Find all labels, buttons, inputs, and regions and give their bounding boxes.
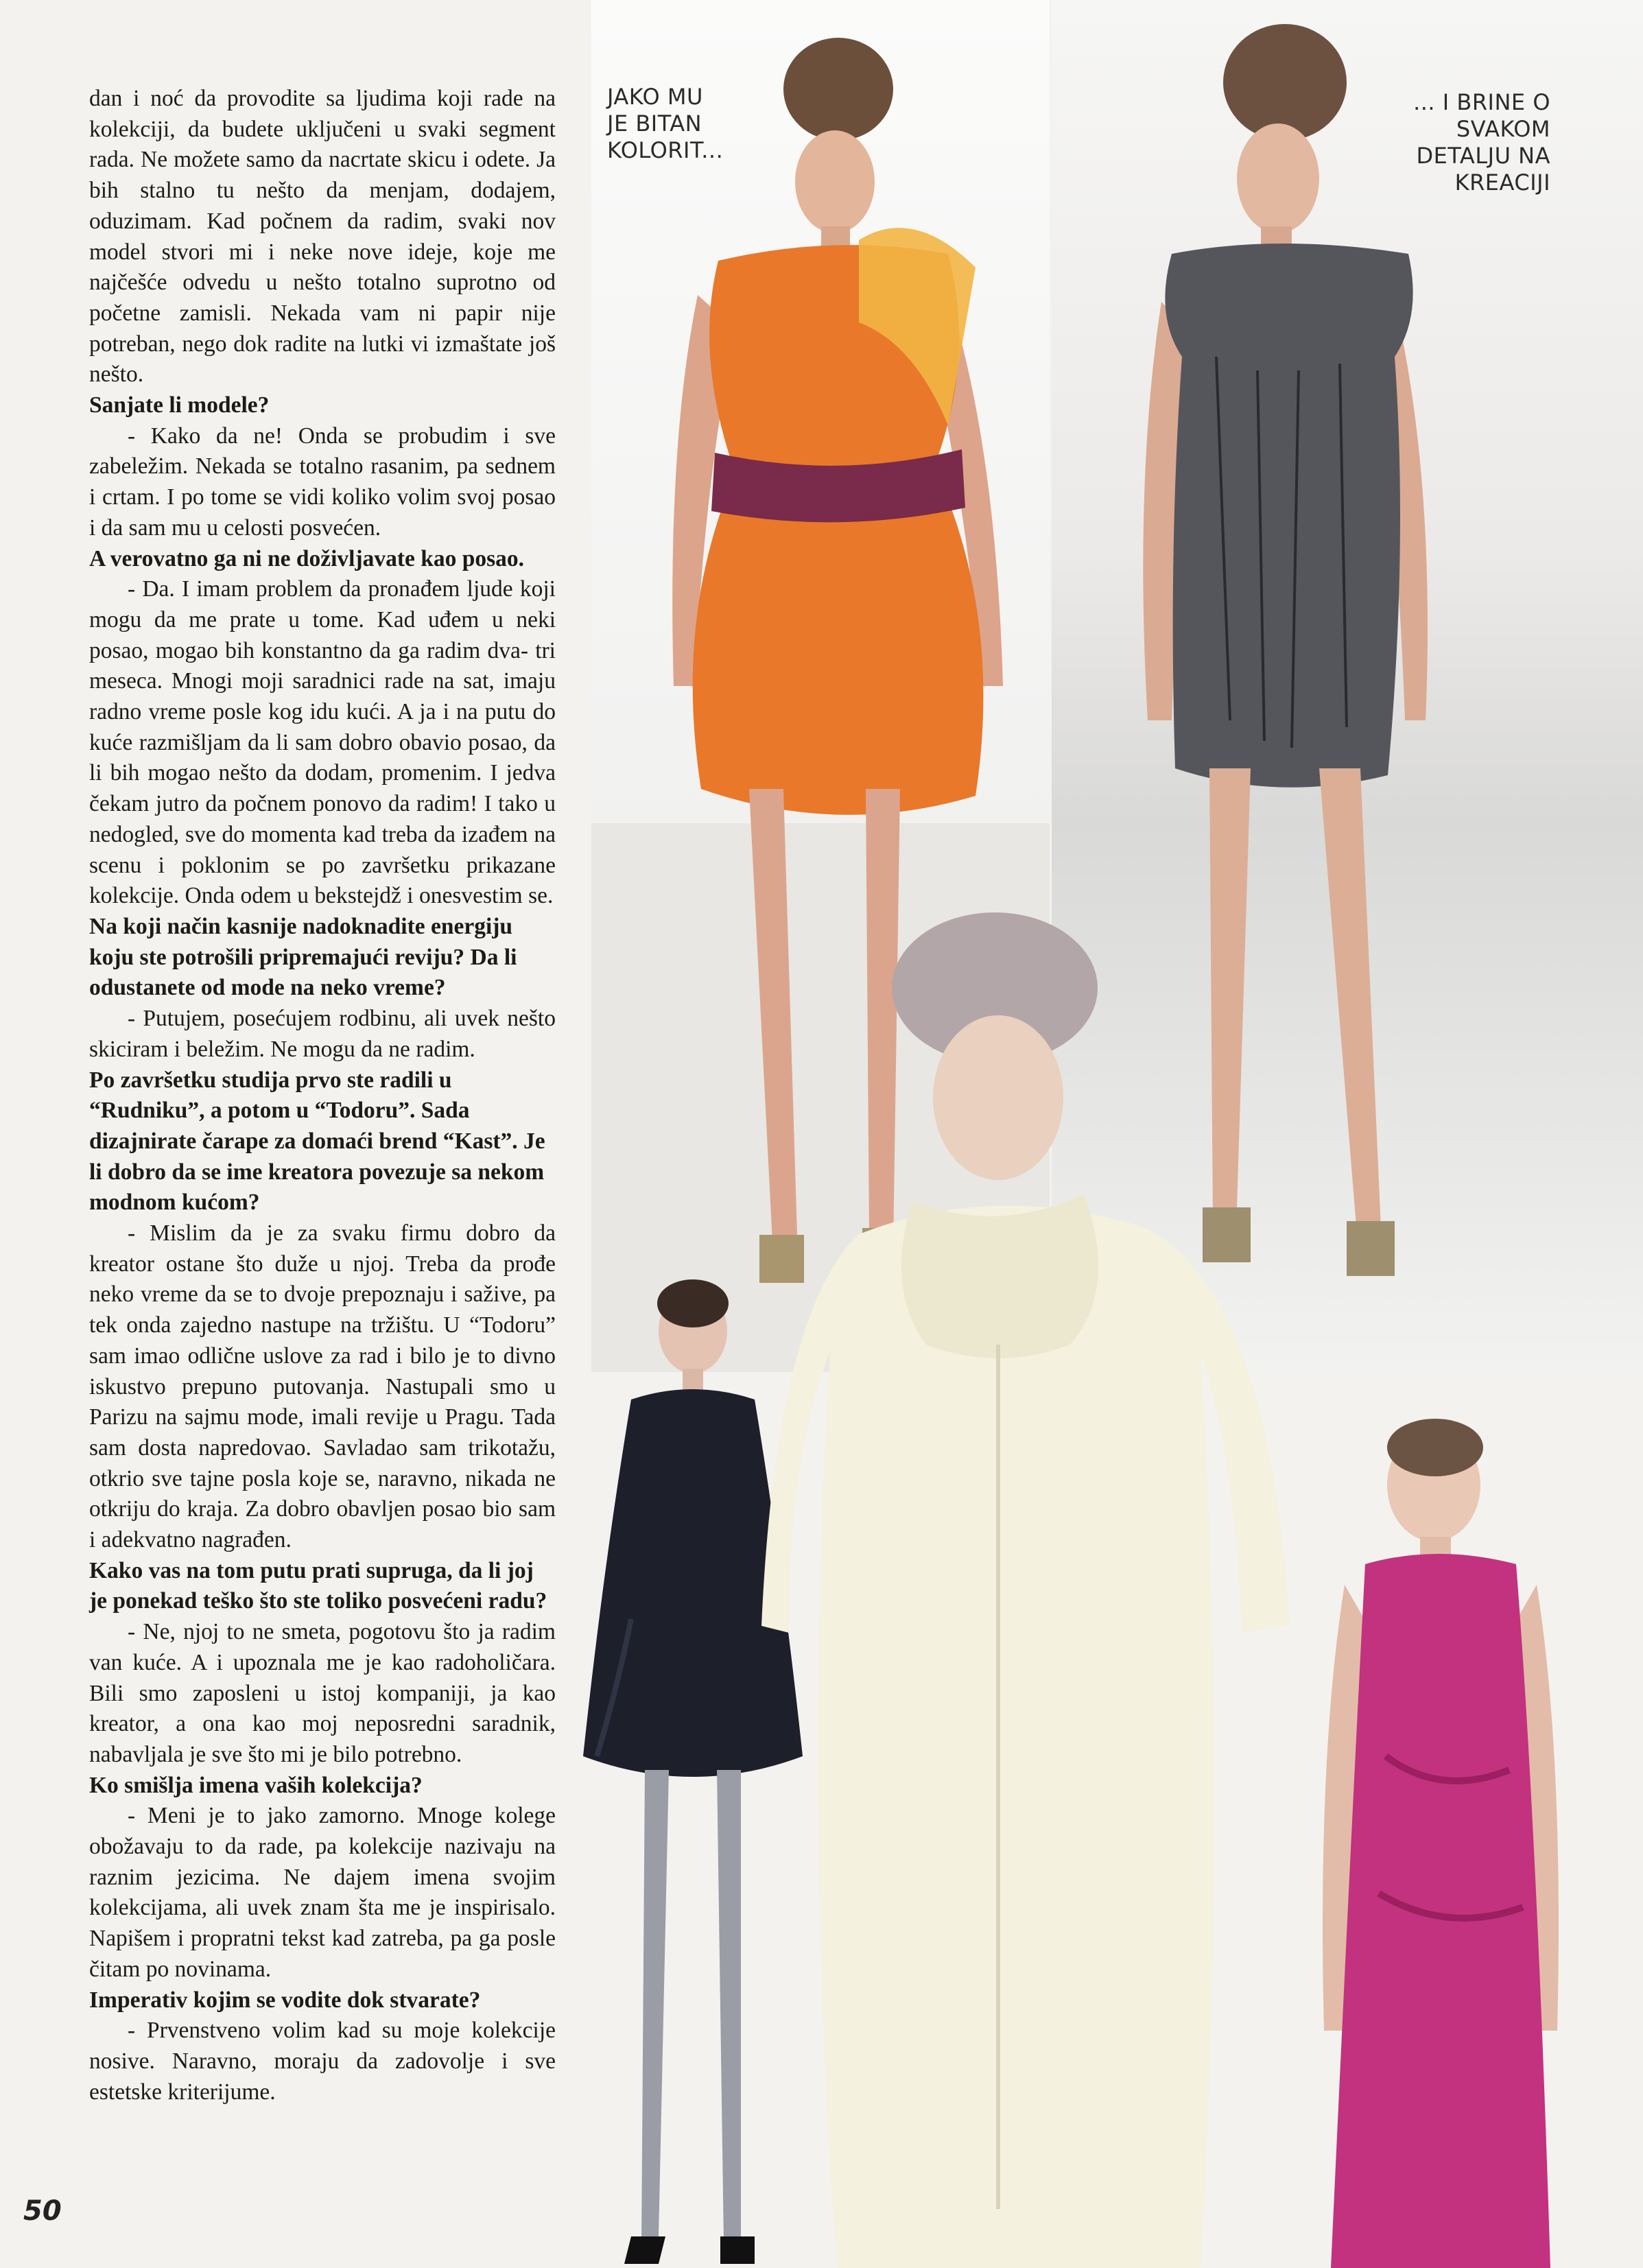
interview-question: Sanjate li modele?	[89, 392, 270, 418]
caption-line: ... I BRINE O	[1413, 89, 1550, 115]
interview-answer: - Prvenstveno volim kad su moje kolekcije nosive. Naravno, moraju da zadovolje i sve estetske kriterijume.	[89, 2018, 556, 2105]
photo-white-coat	[761, 906, 1297, 2268]
article-paragraph: dan i noć da provodite sa ljudima koji rade na kolekciji, da budete uključeni u svaki segment rada. Ne možete samo da nacrtate skicu i odete. Ja bih stalno tu nešto da menjam, dodajem, oduzimam. Kad počnem da radim, svaki nov model stvori mi i neke nove ideje, koje me najčešće odvedu u nešto totalno suprotno od početne zamisli. Nekada vam ni papir nije potreban, nego dok radite na lutki vi izmaštate još nešto.	[89, 86, 556, 388]
photo-magenta-dress	[1276, 1413, 1643, 2268]
interview-question: Po završetku studija prvo ste radili u “Rudniku”, a potom u “Todoru”. Sada dizajnirate čarape za domaći brend “Kast”. Je li dobro da se ime kreatora povezuje sa nekom modnom kućom?	[89, 1067, 545, 1216]
interview-article	[89, 84, 556, 2107]
interview-answer: - Da. I imam problem da pronađem ljude koji mogu da me prate u tome. Kad uđem u neki posao, mogao bih konstantno da ga radim dva- tri meseca. Mnogi moji saradnici rade na sat, imaju radno vreme posle kog idu kući. A ja i na putu do kuće razmišljam da li sam dobro obavio posao, da li bih mogao nešto da dodam, promenim. I jedva čekam jutro da počnem ponovo da radim! I tako u nedogled, sve do momenta kad treba da izađem na scenu i poklonim se po završetku prikazane kolekcije. Onda odem u bekstejdž i onesvestim se.	[89, 576, 556, 909]
caption-line: KOLORIT...	[607, 137, 724, 163]
interview-answer: - Mislim da je za svaku firmu dobro da kreator ostane što duže u njoj. Treba da prođe neko vreme da se to dvoje prepoznaju i saživе, pa tek onda zajedno nastupe na tržištu. U “Todoru” sam imao odlične uslove za rad i bilo je to divno iskustvo prepuno putovanja. Nastupali smo u Parizu na sajmu mode, imali revije u Pragu. Tada sam dosta napredovao. Savladao sam trikotažu, otkrio sve tajne posla koje se, naravno, nikada ne otkriju do kraja. Za dobro obavljen posao bio sam i adekvatno nagrađen.	[89, 1220, 556, 1553]
interview-answer: - Meni je to jako zamorno. Mnoge kolege obožavaju to da rade, pa kolekcije nazivaju na raznim jezicima. Ne dajem imena svojim kolekcijama, ali uvek znam šta me je inspirisalo. Napišem i propratni tekst kad zatreba, pa ga posle čitam po novinama.	[89, 1803, 556, 1982]
caption-line: SVAKOM	[1456, 116, 1550, 142]
interview-question: A verovatno ga ni ne doživljavate kao posao.	[89, 545, 525, 571]
interview-question: Na koji način kasnije nadoknadite energiju koju ste potrošili pripremajući reviju? Da li odustanete od mode na neko vreme?	[89, 913, 517, 1001]
interview-question: Kako vas na tom putu prati supruga, da li joj je ponekad teško što ste toliko posvećeni radu?	[89, 1557, 547, 1614]
interview-answer: - Kako da ne! Onda se probudim i sve zabeležim. Nekada se totalno rasanim, pa sednem i crtam. I po tome se vidi koliko volim svoj posao i da sam mu u celosti posvećen.	[89, 423, 556, 541]
caption-line: DETALJU NA	[1416, 143, 1550, 169]
interview-question: Imperativ kojim se vodite dok stvarate?	[89, 1987, 481, 2013]
photo-caption-left	[607, 84, 785, 164]
interview-question: Ko smišlja imena vaših kolekcija?	[89, 1772, 423, 1798]
interview-answer: - Ne, njoj to ne smeta, pogotovu što ja radim van kuće. A i upoznala me je kao radoholičara. Bili smo zaposleni u istoj kompaniji, ja kao kreator, a ona kao moj neposredni saradnik, nabavljala je sve što mi je bilo potrebno.	[89, 1619, 556, 1767]
caption-line: KREACIJI	[1454, 169, 1550, 196]
caption-line: JAKO MU	[607, 84, 703, 110]
caption-line: JE BITAN	[607, 110, 702, 137]
page-number: 50	[23, 2195, 62, 2227]
interview-answer: - Putujem, posećujem rodbinu, ali uvek nešto skiciram i beležim. Ne mogu da ne radim.	[89, 1006, 556, 1062]
photo-caption-right	[1379, 89, 1550, 196]
